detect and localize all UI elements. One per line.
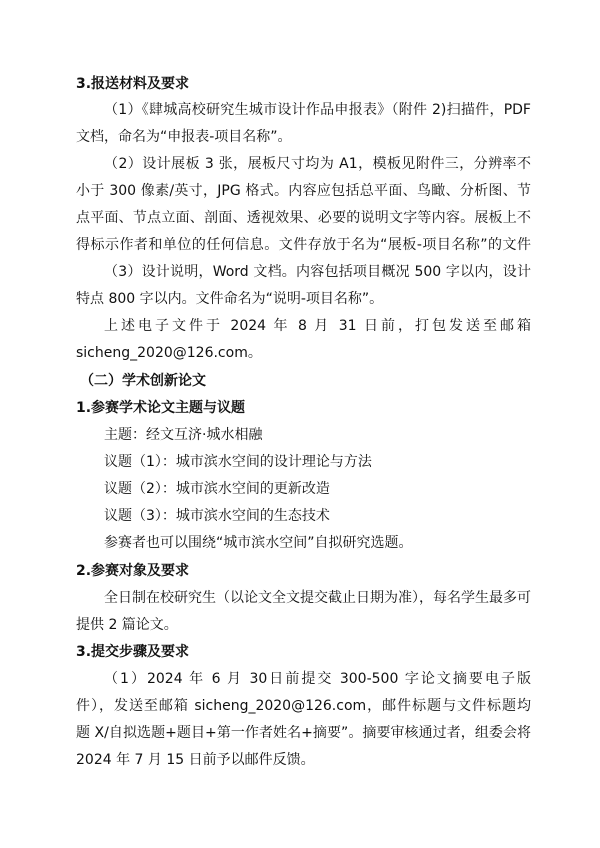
paragraph-line: （2）设计展板 3 张，展板尺寸均为 A1，模板见附件三，分辨率不 (104, 156, 531, 172)
paragraph-line: 特点 800 字以内。文件命名为“说明-项目名称”。 (76, 291, 384, 307)
paragraph-line: 点平面、节点立面、剖面、透视效果、必要的说明文字等内容。展板上不 (76, 210, 531, 226)
paragraph-line: 2024 年 7 月 15 日前予以邮件反馈。 (76, 752, 315, 768)
paragraph-line: 上述电子文件于 2024 年 8 月 31 日前，打包发送至邮箱 (104, 318, 531, 334)
paragraph-line: 参赛者也可以围绕“城市滨水空间”自拟研究选题。 (104, 535, 413, 551)
paragraph-line: 文档，命名为“申报表-项目名称”。 (76, 129, 292, 145)
paragraph-line: 题 X/自拟选题+题目+第一作者姓名+摘要”。摘要审核通过者，组委会将 (76, 725, 531, 741)
section-heading-eligibility: 2.参赛对象及要求 (76, 563, 190, 579)
section-heading-submission-materials: 3.报送材料及要求 (76, 76, 190, 92)
topic-line: 议题（2）：城市滨水空间的更新改造 (104, 481, 330, 497)
topic-line: 议题（3）：城市滨水空间的生态技术 (104, 508, 330, 524)
email-address-text: sicheng_2020@126.com。 (76, 345, 262, 361)
paragraph-line: 得标示作者和单位的任何信息。文件存放于名为“展板-项目名称”的文件 (76, 237, 531, 253)
paragraph-line: 提供 2 篇论文。 (76, 617, 178, 633)
paragraph-line: 全日制在校研究生（以论文全文提交截止日期为准），每名学生最多可 (104, 590, 531, 606)
theme-line: 主题：经文互济·城水相融 (104, 427, 263, 443)
paragraph-line: （1）《肆城高校研究生城市设计作品申报表》（附件 2)扫描件，PDF (104, 102, 531, 118)
section-heading-academic-paper: （二）学术创新论文 (80, 373, 206, 389)
topic-line: 议题（1）：城市滨水空间的设计理论与方法 (104, 454, 372, 470)
paragraph-line: （1）2024 年 6 月 30日前提交 300-500 字论文摘要电子版 (104, 671, 531, 687)
paragraph-line: （3）设计说明，Word 文档。内容包括项目概况 500 字以内，设计 (104, 264, 531, 280)
section-heading-submission-steps: 3.提交步骤及要求 (76, 644, 190, 660)
section-heading-paper-topics: 1.参赛学术论文主题与议题 (76, 400, 246, 416)
paragraph-line: 件），发送至邮箱 sicheng_2020@126.com，邮件标题与文件标题均 (76, 698, 531, 714)
paragraph-line: 小于 300 像素/英寸，JPG 格式。内容应包括总平面、鸟瞰、分析图、节 (76, 183, 531, 199)
